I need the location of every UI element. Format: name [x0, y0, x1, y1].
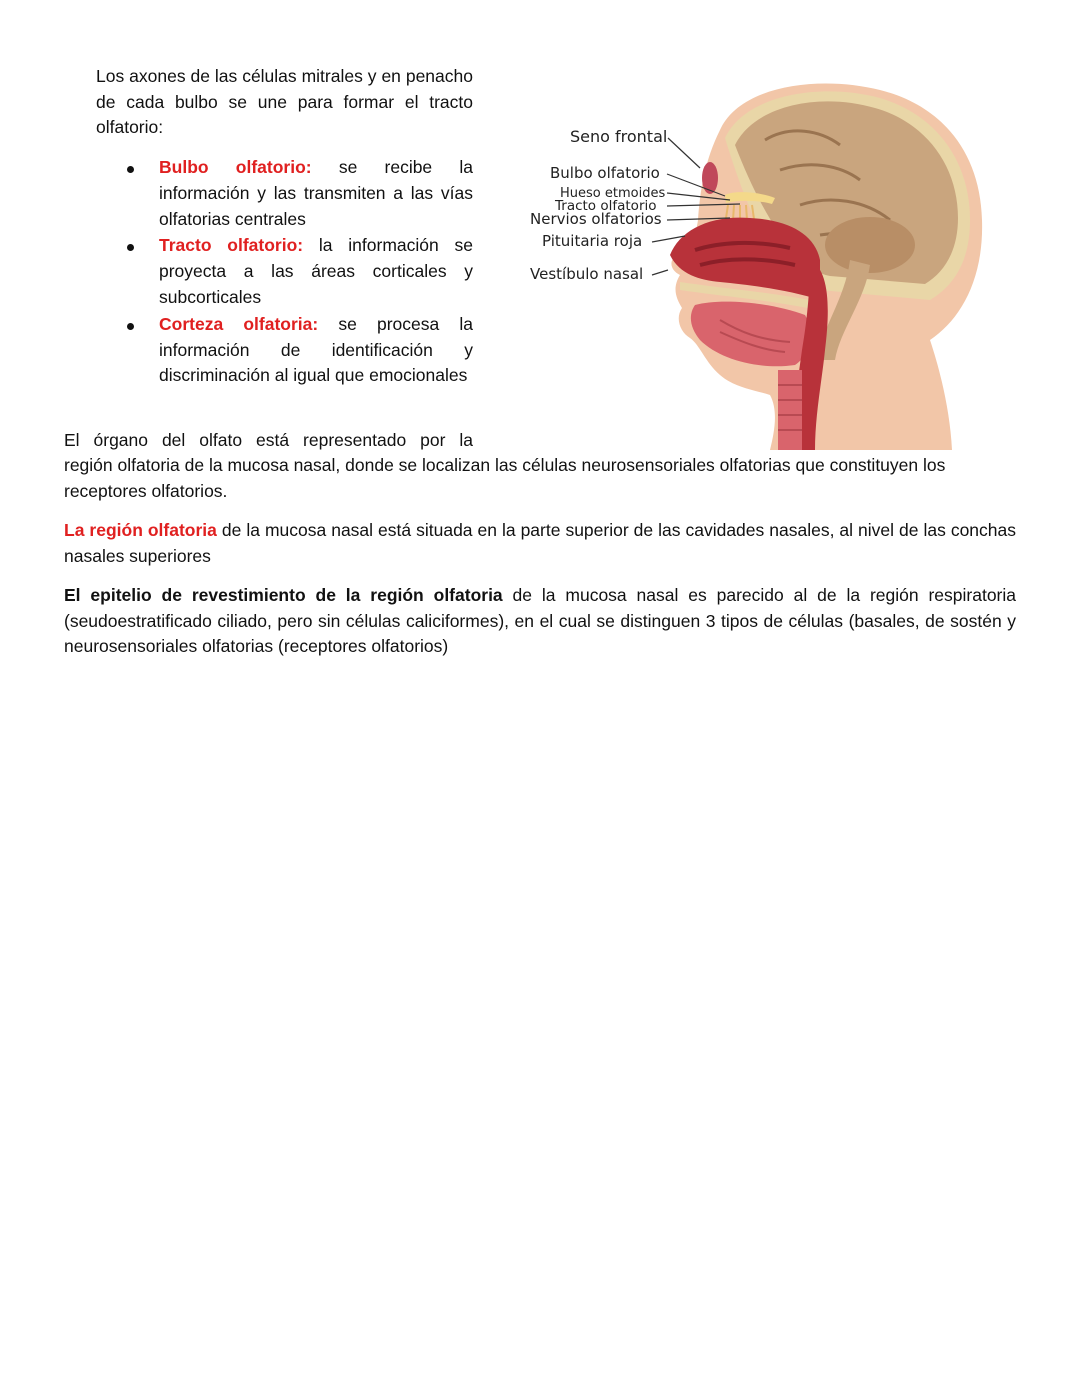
label-hueso-etmoides: Hueso etmoides	[560, 186, 666, 201]
olfactory-region-paragraph	[64, 518, 1016, 569]
bullet-icon	[127, 166, 134, 173]
bullet-term: Bulbo olfatorio:	[159, 157, 312, 177]
label-vestibulo-nasal: Vestíbulo nasal	[530, 265, 644, 283]
epithelium-bold: El epitelio de revestimiento de la región olfatoria	[64, 585, 503, 605]
list-item	[96, 233, 473, 310]
organ-paragraph-rest: región olfatoria de la mucosa nasal, donde se localizan las células neurosensoriales olfatorias que constituyen los receptores olfatorios.	[64, 455, 946, 501]
epithelium-paragraph	[64, 583, 1016, 660]
label-bulbo-olfatorio: Bulbo olfatorio	[550, 164, 660, 182]
label-seno-frontal: Seno frontal	[570, 127, 668, 146]
bullet-list	[96, 155, 473, 390]
label-tracto-olfatorio: Tracto olfatorio	[555, 198, 657, 214]
bullet-icon	[127, 244, 134, 251]
organ-paragraph-start: El órgano del olfato está representado por la	[64, 430, 473, 450]
intro-paragraph: Los axones de las células mitrales y en penacho de cada bulbo se une para formar el tracto olfatorio:	[96, 66, 473, 137]
list-item	[96, 155, 473, 232]
bullet-term: Tracto olfatorio:	[159, 235, 304, 256]
olfactory-region-highlight: La región olfatoria	[64, 520, 217, 540]
bullet-icon	[127, 323, 134, 330]
label-nervios-olfatorios: Nervios olfatorios	[530, 210, 662, 228]
list-item	[96, 312, 473, 389]
label-pituitaria-roja: Pituitaria roja	[542, 232, 643, 250]
bullet-text: se recibe la información y las transmiten a las vías olfatorias centrales	[159, 157, 473, 229]
bullet-text: la información se proyecta a las áreas corticales y subcorticales	[159, 235, 473, 307]
olfactory-region-text: de la mucosa nasal está situada en la parte superior de las cavidades nasales, al nivel de las conchas nasales superiores	[64, 520, 1016, 566]
bullet-text: se procesa la información de identificación y discriminación al igual que emocionales	[159, 313, 474, 386]
bullet-term: Corteza olfatoria:	[159, 313, 319, 334]
frontal-sinus	[702, 162, 718, 194]
epithelium-text: de la mucosa nasal es parecido al de la región respiratoria (seudoestratificado ciliado, pero sin células caliciformes), en el cual se distinguen 3 tipos de células (basales, de sostén y neurosensoriales olfatorias (receptores olfatorios)	[64, 585, 1016, 656]
head-sagittal-illustration	[520, 70, 1000, 450]
